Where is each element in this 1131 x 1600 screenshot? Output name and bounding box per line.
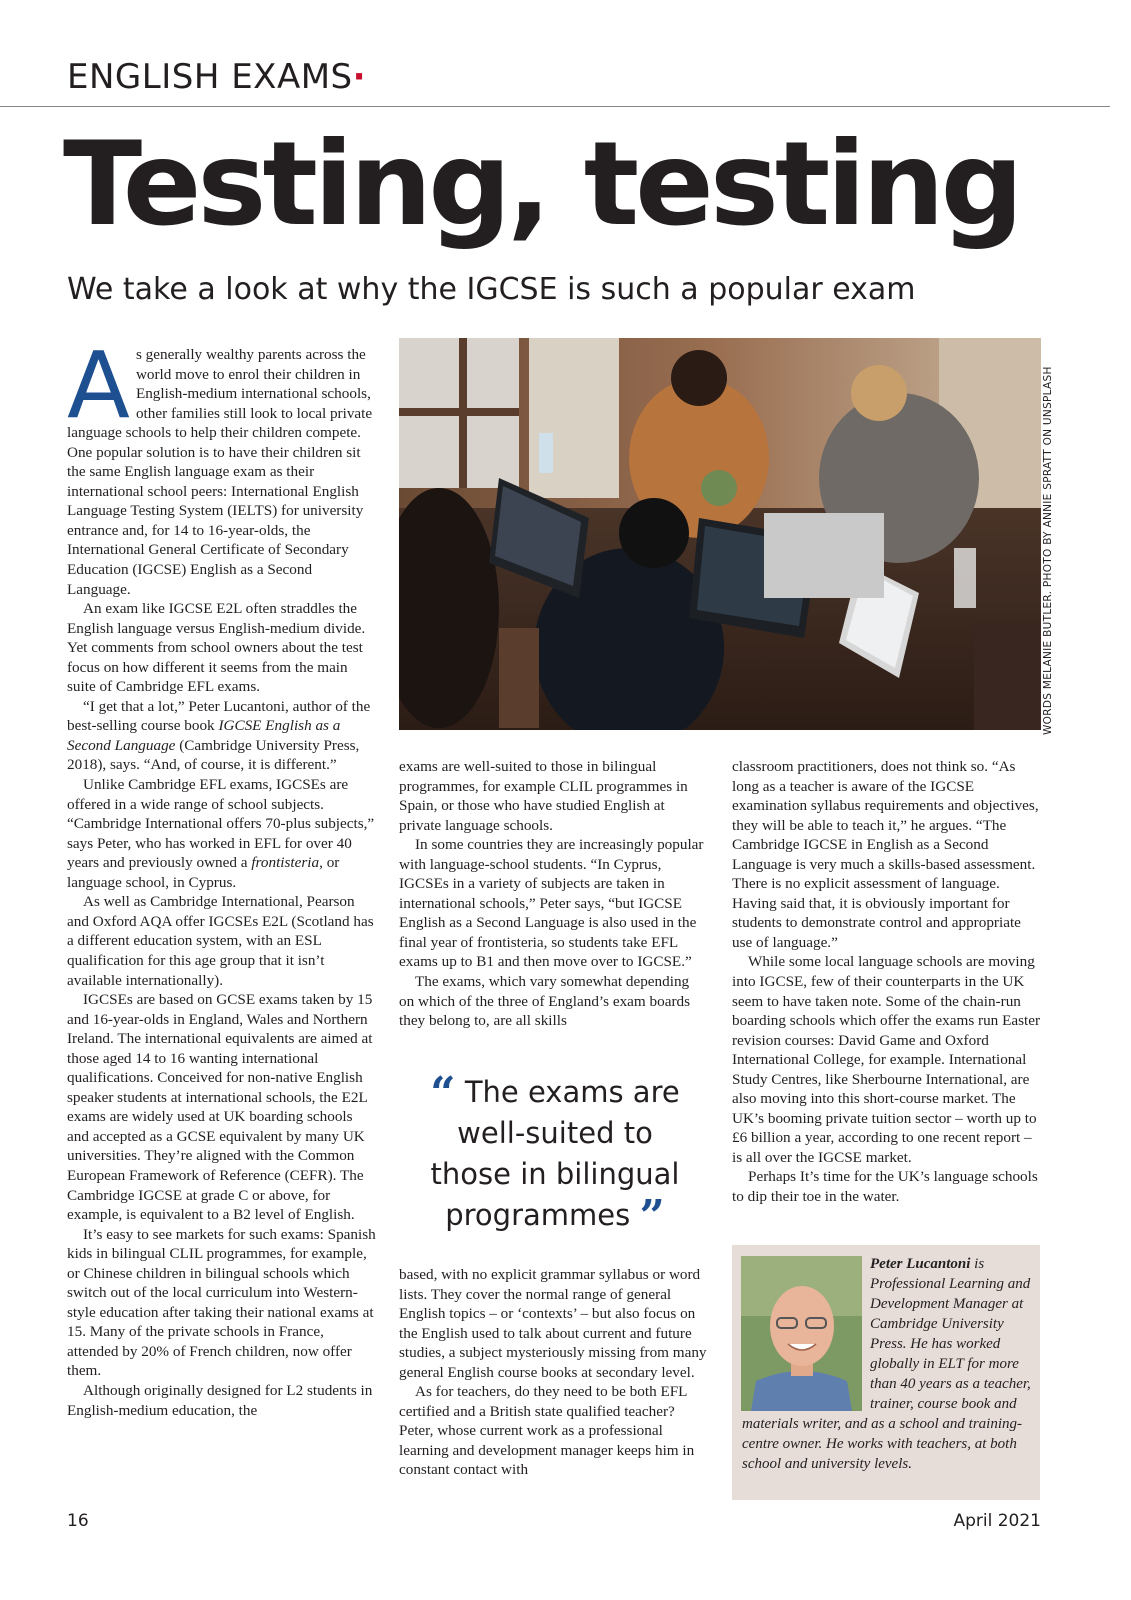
book-title: IGCSE English as a Second Language <box>67 717 341 754</box>
body-paragraph: Although originally designed for L2 students in English-medium education, the <box>67 1381 373 1419</box>
pull-quote-text: The exams are well-suited to those in bilingual programmes <box>430 1075 680 1232</box>
italic-term: frontisteria <box>251 854 320 872</box>
article-standfirst: We take a look at why the IGCSE is such a popular exam <box>67 272 916 307</box>
portrait-spacer <box>742 1254 870 1410</box>
article-photo <box>399 338 1041 730</box>
column-2-top <box>399 757 707 1031</box>
section-label <box>67 57 367 97</box>
body-paragraph: The exams, which vary somewhat depending on which of the three of England’s exam boards they belong to, are all skills <box>399 973 691 1030</box>
close-quote-mark: ” <box>639 1191 665 1242</box>
text-run: “I get that a lot,” Peter Lucantoni, author of the best-selling course book <box>67 697 371 735</box>
body-paragraph: In some countries they are increasingly popular with language-school students. “In Cyprus, IGCSEs in a variety of subjects are taken in international schools,” Peter says, “but IGCSE English as a Second Language is also used in the final year of frontisteria, so students take EFL exams up to B1 and then move over to IGCSE.” <box>399 836 704 971</box>
author-bio <box>742 1254 1036 1474</box>
column-3 <box>732 757 1042 1207</box>
body-paragraph <box>67 697 377 775</box>
body-paragraph: An exam like IGCSE E2L often straddles the English language versus English-medium divide. Yet comments from school owners about the test focus on how different it seems from the main suite of Cambridge EFL exams. <box>67 600 366 696</box>
drop-cap: A <box>67 332 130 439</box>
students-with-laptops-illustration <box>399 338 1041 730</box>
opening-paragraph <box>67 332 377 599</box>
opening-text: s generally wealthy parents across the world move to enrol their children in English-medium international schools, other families still look to local private language schools to help their children compete. One popular solution is to have their children sit the same English language exam as their international school peers: International English Language Testing System (IELTS) for university entrance and, for 14 to 16-year-olds, the International General Certificate of Secondary Education (IGCSE) English as a Second Language. <box>67 346 373 598</box>
text-run: , or language school, in Cyprus. <box>67 854 340 891</box>
section-rule <box>0 106 1110 107</box>
body-paragraph: IGCSEs are based on GCSE exams taken by 15 and 16-year-olds in England, Wales and Northern Ireland. The international equivalents are aimed at those aged 14 to 16 wanting international qualifications. Conceived for non-native English speaker students at international schools, the E2L exams are widely used at UK boarding schools and accepted as a GCSE equivalent by many UK universities. They’re aligned with the Common European Framework of Reference (CEFR). The Cambridge IGCSE at grade C or above, for example, is equivalent to a B2 level of English. <box>67 991 373 1224</box>
body-paragraph <box>67 775 377 892</box>
body-paragraph: As well as Cambridge International, Pearson and Oxford AQA offer IGCSEs E2L (Scotland has a different education system, with an ESL qualification for this age group that it isn’t available internationally). <box>67 893 374 989</box>
column-1 <box>67 332 377 1420</box>
section-label-text: ENGLISH EXAMS <box>67 57 353 97</box>
body-paragraph: based, with no explicit grammar syllabus or word lists. They cover the normal range of general English topics – or ‘contexts’ – but also focus on the English used to talk about current and future studies, a subject mysteriously missing from many general English course books at secondary level. <box>399 1266 707 1381</box>
photo-credit: WORDS MELANIE BUTLER. PHOTO BY ANNIE SPRATT ON UNSPLASH <box>1042 366 1054 735</box>
body-paragraph: As for teachers, do they need to be both EFL certified and a British state qualified teacher? Peter, whose current work as a professional learning and development manager keeps him in constant contact with <box>399 1383 695 1479</box>
page-number: 16 <box>67 1511 89 1531</box>
body-paragraph: While some local language schools are moving into IGCSE, few of their counterparts in the UK seem to have taken note. Some of the chain-run boarding schools which offer the exams run Easter revision courses: David Game and Oxford International College, for example. International Study Centres, like Sherbourne International, are also moving into this short-course market. The UK’s booming private tuition sector – worth up to £6 billion a year, according to one recent report – is all over the IGCSE market. <box>732 953 1041 1166</box>
section-dot: · <box>352 57 367 97</box>
issue-date: April 2021 <box>953 1511 1041 1531</box>
body-paragraph: It’s easy to see markets for such exams: Spanish kids in bilingual CLIL programmes, for example, or Chinese children in bilingual schools which switch out of the local curriculum into Western-style education after taking their national exams at 15. Many of the private schools in France, attended by 20% of French children, now offer them. <box>67 1225 376 1380</box>
pull-quote <box>420 1068 690 1242</box>
body-paragraph: classroom practitioners, does not think so. “As long as a teacher is aware of the IGCSE examination syllabus requirements and objectives, they will be able to teach it,” he argues. “The Cambridge IGCSE in English as a Second Language is very much a skills-based assessment. There is no explicit assessment of language. Having said that, it is obviously important for students to demonstrate control and appropriate use of language.” <box>732 758 1039 951</box>
body-paragraph: exams are well-suited to those in bilingual programmes, for example CLIL programmes in Spain, or those who have studied English at private language schools. <box>399 758 688 834</box>
author-bio-text: is Professional Learning and Development Manager at Cambridge University Press. He has worked globally in ELT for more than 40 years as a teacher, trainer, course book and materials writer, and as a school and training-centre owner. He works with teachers, at both school and university levels. <box>742 1256 1031 1472</box>
author-name: Peter Lucantoni <box>870 1256 971 1272</box>
article-headline: Testing, testing <box>63 117 1020 252</box>
column-2-bottom <box>399 1265 707 1480</box>
body-paragraph: Perhaps It’s time for the UK’s language schools to dip their toe in the water. <box>732 1168 1038 1206</box>
open-quote-mark: “ <box>430 1068 456 1119</box>
text-run: (Cambridge University Press, 2018), says. “And, of course, it is different.” <box>67 736 360 774</box>
text-run: Unlike Cambridge EFL exams, IGCSEs are offered in a wide range of school subjects. “Cambridge International offers 70-plus subjects,” says Peter, who has worked in EFL for over 40 years and previously owned a <box>67 776 375 872</box>
